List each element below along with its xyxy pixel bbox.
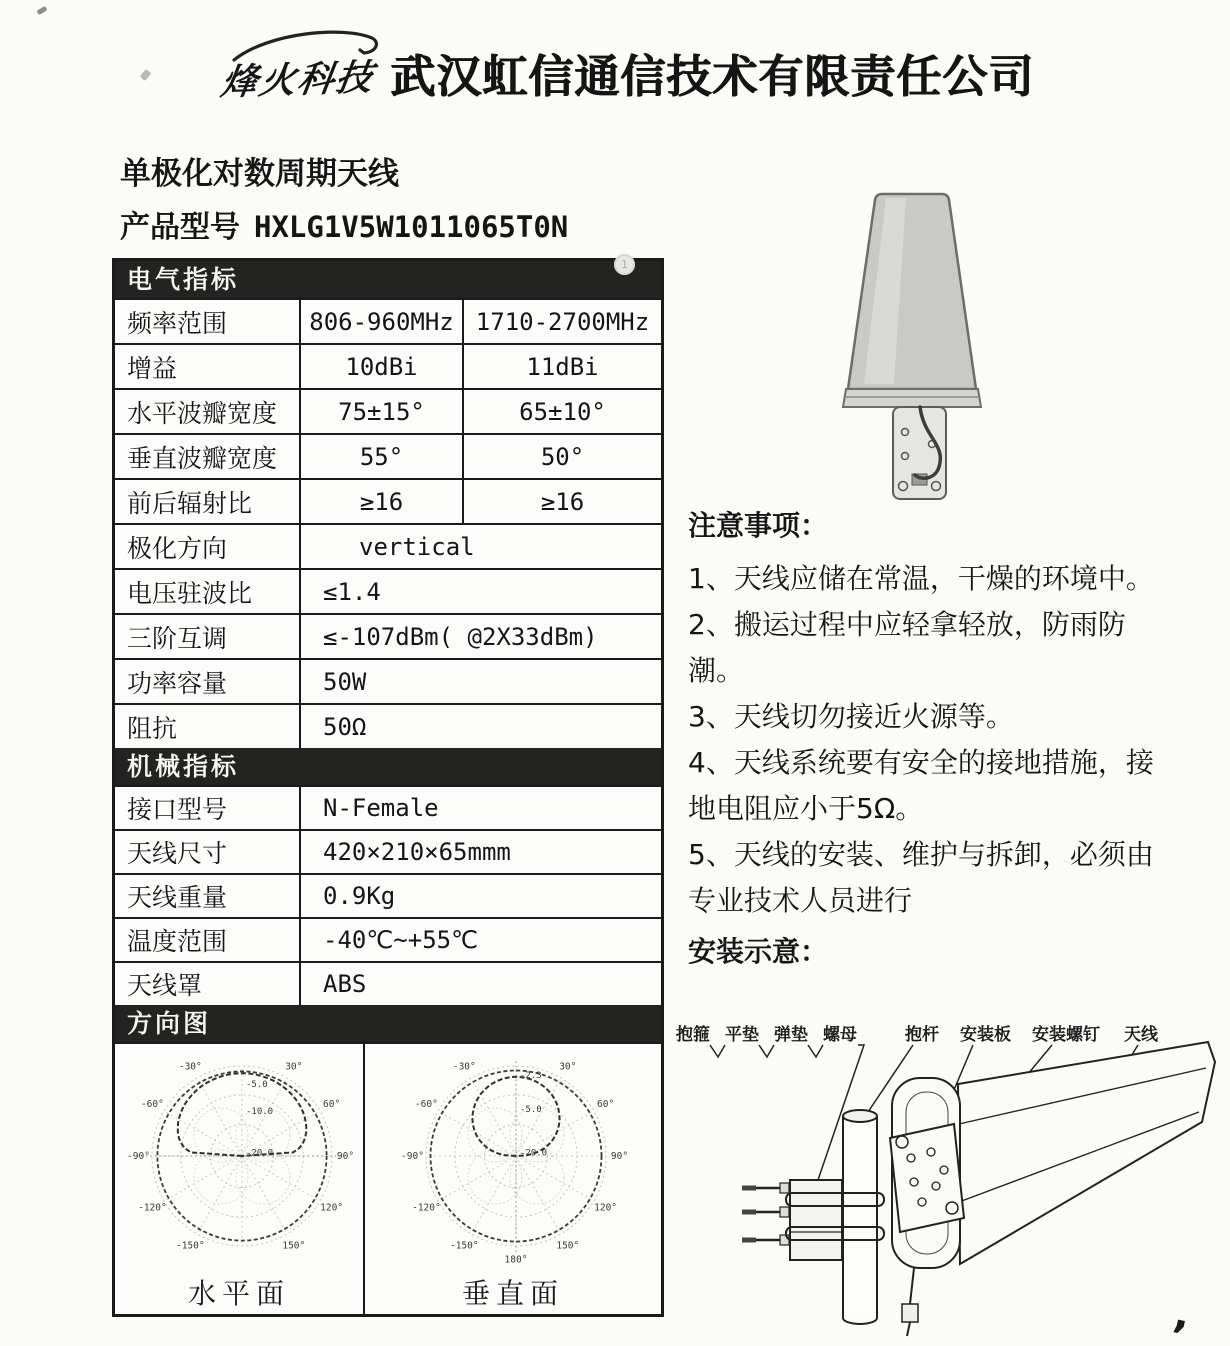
svg-text:-90°: -90° bbox=[401, 1151, 424, 1162]
row-value: 50W bbox=[323, 667, 367, 696]
installation-diagram bbox=[668, 1020, 1228, 1344]
row-value: ABS bbox=[323, 970, 367, 998]
svg-text:90°: 90° bbox=[610, 1151, 629, 1162]
part-label-clamp: 抱箍 bbox=[676, 1025, 710, 1045]
table-row bbox=[115, 343, 661, 388]
company-logo bbox=[214, 26, 389, 111]
mechanical-header-label: 机械指标 bbox=[127, 752, 240, 781]
svg-text:-150°: -150° bbox=[175, 1240, 205, 1252]
svg-text:-5.0: -5.0 bbox=[520, 1105, 542, 1116]
row-label: 天线罩 bbox=[115, 963, 301, 1005]
table-row bbox=[115, 658, 661, 703]
company-name: 武汉虹信通信技术有限责任公司 bbox=[390, 50, 1035, 103]
svg-text:60°: 60° bbox=[323, 1099, 341, 1111]
row-label: 极化方向 bbox=[115, 525, 301, 568]
radome-base-band bbox=[843, 389, 981, 407]
row-value-band1: 55° bbox=[301, 435, 464, 478]
row-value: vertical bbox=[359, 532, 475, 561]
row-label: 前后辐射比 bbox=[115, 480, 301, 523]
connector bbox=[902, 1268, 918, 1336]
horizontal-pattern-cell bbox=[115, 1044, 365, 1314]
row-value-band2: 65±10° bbox=[519, 397, 606, 426]
scan-speck bbox=[36, 6, 47, 15]
part-label-mount-screw: 安装螺钉 bbox=[1032, 1025, 1100, 1045]
row-value-band2: 1710-2700MHz bbox=[475, 307, 650, 336]
row-label: 接口型号 bbox=[115, 787, 301, 829]
plot-caption: 垂直面 bbox=[461, 1277, 564, 1310]
table-row bbox=[115, 829, 661, 873]
row-value: 50Ω bbox=[323, 712, 367, 741]
svg-text:-90°: -90° bbox=[127, 1151, 150, 1162]
table-row bbox=[115, 478, 661, 523]
row-value-band1: ≥16 bbox=[301, 480, 464, 523]
plot-caption: 水平面 bbox=[187, 1277, 290, 1310]
svg-text:-20.0: -20.0 bbox=[520, 1148, 548, 1159]
row-value-band1: 10dBi bbox=[301, 345, 464, 388]
svg-text:-60°: -60° bbox=[414, 1099, 438, 1111]
row-label: 天线尺寸 bbox=[115, 831, 301, 873]
part-label-spring-washer: 弹垫 bbox=[774, 1025, 808, 1045]
row-label: 三阶互调 bbox=[115, 615, 301, 658]
row-value: ≤-107dBm( @2X33dBm) bbox=[323, 622, 598, 651]
logo-text: 烽火科技 bbox=[218, 56, 378, 104]
table-row bbox=[115, 433, 661, 478]
vertical-pattern-cell bbox=[365, 1044, 661, 1314]
row-value: -40℃~+55℃ bbox=[323, 926, 479, 954]
svg-text:90°: 90° bbox=[336, 1151, 355, 1162]
vertical-pattern-plot bbox=[366, 1044, 660, 1276]
svg-text:120°: 120° bbox=[594, 1202, 618, 1214]
horizontal-pattern-plot bbox=[116, 1044, 362, 1276]
svg-text:120°: 120° bbox=[320, 1202, 344, 1214]
spec-table bbox=[112, 258, 664, 1317]
table-row bbox=[115, 388, 661, 433]
svg-text:-20.0: -20.0 bbox=[246, 1148, 274, 1159]
row-label: 频率范围 bbox=[115, 300, 301, 343]
row-label: 增益 bbox=[115, 345, 301, 388]
row-value-band2: 50° bbox=[540, 442, 585, 471]
note-item: 3、天线切勿接近火源等。 bbox=[688, 700, 1014, 733]
row-label: 水平波瓣宽度 bbox=[115, 390, 301, 433]
mount-plate bbox=[890, 1124, 964, 1232]
row-label: 阻抗 bbox=[115, 705, 301, 748]
part-label-flat-washer: 平垫 bbox=[725, 1025, 759, 1045]
svg-text:150°: 150° bbox=[282, 1240, 306, 1252]
product-title: 单极化对数周期天线 bbox=[120, 156, 399, 192]
mounting-pole bbox=[843, 1110, 877, 1324]
table-row bbox=[115, 873, 661, 917]
scan-hole-artifact: 1 bbox=[614, 254, 635, 275]
table-row bbox=[115, 917, 661, 961]
svg-text:-60°: -60° bbox=[140, 1099, 164, 1111]
svg-text:-150°: -150° bbox=[449, 1240, 479, 1252]
notes-heading: 注意事项： bbox=[688, 509, 829, 542]
svg-text:-30°: -30° bbox=[452, 1061, 476, 1073]
note-item: 2、搬运过程中应轻拿轻放，防雨防潮。 bbox=[688, 608, 1126, 687]
model-label: 产品型号 bbox=[120, 210, 240, 245]
note-item: 4、天线系统要有安全的接地措施，接地电阻应小于5Ω。 bbox=[688, 746, 1154, 825]
pattern-section-header bbox=[115, 1005, 661, 1042]
svg-text:-5.0: -5.0 bbox=[246, 1080, 268, 1090]
row-value: 420×210×65mmm bbox=[323, 838, 511, 866]
table-row bbox=[115, 523, 661, 568]
table-row bbox=[115, 785, 661, 829]
table-row bbox=[115, 961, 661, 1005]
table-row bbox=[115, 298, 661, 343]
svg-text:-2.3: -2.3 bbox=[520, 1071, 542, 1081]
antenna-product-photo bbox=[806, 186, 1018, 508]
part-label-antenna: 天线 bbox=[1124, 1025, 1158, 1045]
pattern-header-label: 方向图 bbox=[127, 1009, 212, 1038]
electrical-header-label: 电气指标 bbox=[127, 265, 240, 294]
row-value: N-Female bbox=[323, 794, 439, 822]
row-label: 垂直波瓣宽度 bbox=[115, 435, 301, 478]
mechanical-section-header bbox=[115, 748, 661, 785]
ink-mark: , bbox=[1170, 1290, 1195, 1340]
note-item: 1、天线应储在常温，干燥的环境中。 bbox=[688, 562, 1154, 595]
table-row bbox=[115, 703, 661, 748]
row-value: ≤1.4 bbox=[323, 577, 381, 606]
svg-text:-120°: -120° bbox=[412, 1202, 441, 1214]
note-item: 5、天线的安装、维护与拆卸，必须由专业技术人员进行 bbox=[688, 838, 1154, 917]
svg-text:60°: 60° bbox=[597, 1099, 615, 1111]
svg-text:150°: 150° bbox=[556, 1240, 580, 1252]
pattern-plots bbox=[115, 1042, 661, 1314]
model-value: HXLG1V5W1011065T0N bbox=[254, 210, 569, 244]
row-value: 0.9Kg bbox=[323, 882, 396, 910]
electrical-section-header bbox=[115, 258, 661, 298]
svg-text:-30°: -30° bbox=[178, 1061, 202, 1073]
row-value-band2: 11dBi bbox=[526, 352, 599, 381]
install-heading: 安装示意： bbox=[688, 935, 829, 968]
svg-text:-10.0: -10.0 bbox=[246, 1107, 274, 1117]
row-label: 天线重量 bbox=[115, 875, 301, 917]
part-label-nut: 螺母 bbox=[823, 1025, 857, 1045]
notes-section bbox=[688, 504, 1170, 970]
row-value-band1: 75±15° bbox=[301, 390, 464, 433]
row-label: 功率容量 bbox=[115, 660, 301, 703]
svg-text:180°: 180° bbox=[504, 1254, 528, 1266]
scan-speck bbox=[140, 69, 152, 81]
part-label-mount-plate: 安装板 bbox=[960, 1025, 1011, 1045]
svg-text:-120°: -120° bbox=[138, 1202, 167, 1214]
product-model-line bbox=[120, 202, 568, 246]
row-label: 电压驻波比 bbox=[115, 570, 301, 613]
row-label: 温度范围 bbox=[115, 919, 301, 961]
table-row bbox=[115, 568, 661, 613]
part-label-pole: 抱杆 bbox=[905, 1025, 939, 1045]
svg-text:30°: 30° bbox=[285, 1061, 303, 1073]
svg-text:30°: 30° bbox=[559, 1061, 577, 1073]
row-value-band1: 806-960MHz bbox=[301, 300, 464, 343]
row-value-band2: ≥16 bbox=[540, 487, 585, 516]
table-row bbox=[115, 613, 661, 658]
